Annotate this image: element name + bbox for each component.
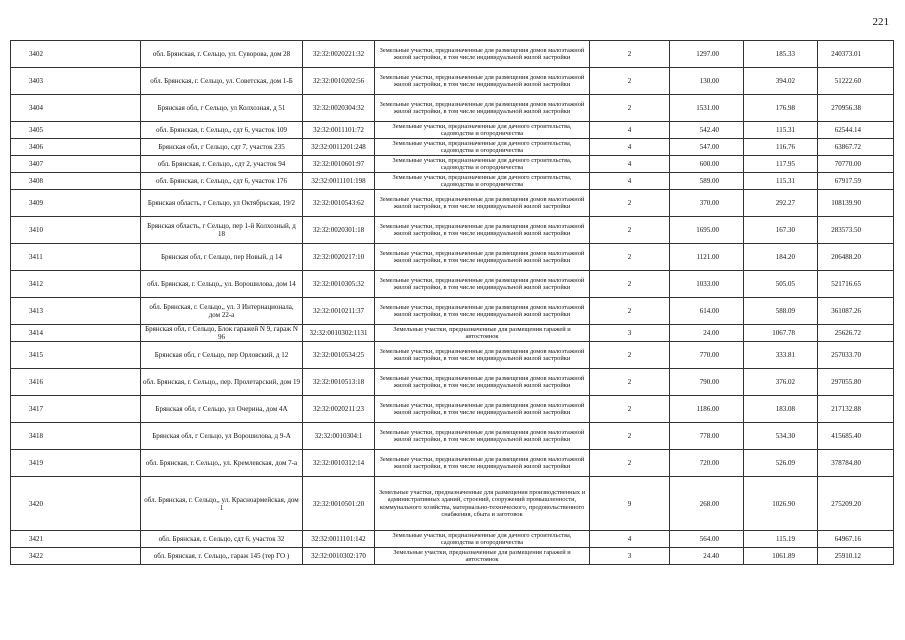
- area-cell: 614.00: [670, 298, 744, 325]
- area-cell: 1186.00: [670, 396, 744, 423]
- area-cell: 547.00: [670, 139, 744, 156]
- area-cell: 589.00: [670, 173, 744, 190]
- cadastral-value-cell: 206488.20: [818, 244, 894, 271]
- group-cell: 2: [590, 423, 670, 450]
- land-use-cell: Земельные участки, предназначенные для размещения домов малоэтажной жилой застройки, в том числе индивидуальной жилой застройки: [375, 369, 590, 396]
- group-cell: 2: [590, 369, 670, 396]
- address-cell: обл. Брянская, г. Сельцо,, пер. Пролетарский, дом 19: [141, 369, 303, 396]
- area-cell: 542.40: [670, 122, 744, 139]
- row-id-cell: 3412: [11, 271, 141, 298]
- area-cell: 24.40: [670, 548, 744, 565]
- unit-price-cell: 176.98: [744, 95, 818, 122]
- group-cell: 2: [590, 244, 670, 271]
- cadastral-number-cell: 32:32:0020301:18: [303, 217, 375, 244]
- page-number: 221: [872, 16, 889, 28]
- land-use-cell: Земельные участки, предназначенные для размещения домов малоэтажной жилой застройки, в том числе индивидуальной жилой застройки: [375, 396, 590, 423]
- group-cell: 3: [590, 548, 670, 565]
- cadastral-number-cell: 32:32:0010513:18: [303, 369, 375, 396]
- table-body: [11, 41, 894, 565]
- unit-price-cell: 117.95: [744, 156, 818, 173]
- row-id-cell: 3416: [11, 369, 141, 396]
- address-cell: Брянская область, г Сельцо, ул Октябрьская, 19/2: [141, 190, 303, 217]
- cadastral-value-cell: 270956.38: [818, 95, 894, 122]
- unit-price-cell: 588.09: [744, 298, 818, 325]
- group-cell: 4: [590, 173, 670, 190]
- unit-price-cell: 183.08: [744, 396, 818, 423]
- land-use-cell: Земельные участки, предназначенные для размещения домов малоэтажной жилой застройки, в том числе индивидуальной жилой застройки: [375, 95, 590, 122]
- cadastral-value-cell: 63867.72: [818, 139, 894, 156]
- cadastral-value-cell: 521716.65: [818, 271, 894, 298]
- cadastral-number-cell: 32:32:0010304:1: [303, 423, 375, 450]
- address-cell: обл. Брянская, г. Сельцо,, ул. Красноармейская, дом 1: [141, 477, 303, 531]
- group-cell: 2: [590, 271, 670, 298]
- land-use-cell: Земельные участки, предназначенные для размещения гаражей и автостоянок: [375, 325, 590, 342]
- cadastral-number-cell: 32:32:0010302:1131: [303, 325, 375, 342]
- cadastral-value-cell: 62544.14: [818, 122, 894, 139]
- land-use-cell: Земельные участки, предназначенные для размещения домов малоэтажной жилой застройки, в том числе индивидуальной жилой застройки: [375, 450, 590, 477]
- area-cell: 770.00: [670, 342, 744, 369]
- group-cell: 4: [590, 139, 670, 156]
- cadastral-number-cell: 32:32:0010601:97: [303, 156, 375, 173]
- cadastral-number-cell: 32:32:0011101:142: [303, 531, 375, 548]
- cadastral-number-cell: 32:32:0010305:32: [303, 271, 375, 298]
- unit-price-cell: 116.76: [744, 139, 818, 156]
- table-row: [11, 95, 894, 122]
- cadastral-value-cell: 275209.20: [818, 477, 894, 531]
- table-row: [11, 244, 894, 271]
- cadastral-number-cell: 32:32:0020304:32: [303, 95, 375, 122]
- unit-price-cell: 1067.78: [744, 325, 818, 342]
- address-cell: обл. Брянская, г. Сельцо, ул. Советская, дом 1-Б: [141, 68, 303, 95]
- cadastral-number-cell: 32:32:0010211:37: [303, 298, 375, 325]
- group-cell: 3: [590, 325, 670, 342]
- cadastral-value-cell: 51222.60: [818, 68, 894, 95]
- cadastral-value-cell: 25626.72: [818, 325, 894, 342]
- table-row: [11, 217, 894, 244]
- address-cell: Брянская область, г Сельцо, пер 1-й Колхозный, д 18: [141, 217, 303, 244]
- area-cell: 790.00: [670, 369, 744, 396]
- land-use-cell: Земельные участки, предназначенные для размещения домов малоэтажной жилой застройки, в том числе индивидуальной жилой застройки: [375, 298, 590, 325]
- unit-price-cell: 526.09: [744, 450, 818, 477]
- cadastral-value-cell: 240373.01: [818, 41, 894, 68]
- cadastral-value-cell: 378784.80: [818, 450, 894, 477]
- land-use-cell: Земельные участки, предназначенные для размещения домов малоэтажной жилой застройки, в том числе индивидуальной жилой застройки: [375, 41, 590, 68]
- table-row: [11, 423, 894, 450]
- land-use-cell: Земельные участки, предназначенные для дачного строительства, садоводства и огородничества: [375, 156, 590, 173]
- cadastral-number-cell: 32:32:0010312:14: [303, 450, 375, 477]
- table-row: [11, 298, 894, 325]
- land-use-cell: Земельные участки, предназначенные для размещения домов малоэтажной жилой застройки, в том числе индивидуальной жилой застройки: [375, 423, 590, 450]
- cadastral-value-cell: 257033.70: [818, 342, 894, 369]
- table-row: [11, 122, 894, 139]
- land-use-cell: Земельные участки, предназначенные для дачного строительства, садоводства и огородничества: [375, 173, 590, 190]
- row-id-cell: 3419: [11, 450, 141, 477]
- area-cell: 130.00: [670, 68, 744, 95]
- table-row: [11, 531, 894, 548]
- land-use-cell: Земельные участки, предназначенные для размещения домов малоэтажной жилой застройки, в том числе индивидуальной жилой застройки: [375, 271, 590, 298]
- unit-price-cell: 505.05: [744, 271, 818, 298]
- cadastral-number-cell: 32:32:0011101:72: [303, 122, 375, 139]
- land-use-cell: Земельные участки, предназначенные для размещения производственных и административных зданий, строений, сооружений промышленности, коммунального хозяйства, материально-технического, продовольственного снабжения, сбыта и заготовок: [375, 477, 590, 531]
- area-cell: 24.00: [670, 325, 744, 342]
- row-id-cell: 3411: [11, 244, 141, 271]
- unit-price-cell: 292.27: [744, 190, 818, 217]
- cadastral-value-cell: 70770.00: [818, 156, 894, 173]
- row-id-cell: 3404: [11, 95, 141, 122]
- address-cell: Брянская обл, г Сельцо, ул Очерина, дом 4А: [141, 396, 303, 423]
- cadastral-value-cell: 25910.12: [818, 548, 894, 565]
- table-row: [11, 396, 894, 423]
- land-use-cell: Земельные участки, предназначенные для дачного строительства, садоводства и огородничества: [375, 139, 590, 156]
- group-cell: 2: [590, 342, 670, 369]
- cadastral-number-cell: 32:32:0011101:198: [303, 173, 375, 190]
- cadastral-value-cell: 64967.16: [818, 531, 894, 548]
- row-id-cell: 3410: [11, 217, 141, 244]
- unit-price-cell: 115.31: [744, 122, 818, 139]
- group-cell: 4: [590, 531, 670, 548]
- cadastral-number-cell: 32:32:0020211:23: [303, 396, 375, 423]
- address-cell: Брянская обл, г Сельцо, ул Ворошилова, д 9-А: [141, 423, 303, 450]
- row-id-cell: 3422: [11, 548, 141, 565]
- table-row: [11, 369, 894, 396]
- table-row: [11, 477, 894, 531]
- area-cell: 370.00: [670, 190, 744, 217]
- unit-price-cell: 115.19: [744, 531, 818, 548]
- land-use-cell: Земельные участки, предназначенные для дачного строительства, садоводства и огородничества: [375, 122, 590, 139]
- area-cell: 778.00: [670, 423, 744, 450]
- row-id-cell: 3418: [11, 423, 141, 450]
- area-cell: 1121.00: [670, 244, 744, 271]
- row-id-cell: 3405: [11, 122, 141, 139]
- group-cell: 2: [590, 298, 670, 325]
- cadastral-number-cell: 32:32:0020221:32: [303, 41, 375, 68]
- land-use-cell: Земельные участки, предназначенные для размещения домов малоэтажной жилой застройки, в том числе индивидуальной жилой застройки: [375, 190, 590, 217]
- address-cell: обл. Брянская, г. Сельцо, ул. Суворова, дом 28: [141, 41, 303, 68]
- unit-price-cell: 185.33: [744, 41, 818, 68]
- cadastral-number-cell: 32:32:0020217:10: [303, 244, 375, 271]
- land-use-cell: Земельные участки, предназначенные для размещения домов малоэтажной жилой застройки, в том числе индивидуальной жилой застройки: [375, 342, 590, 369]
- land-use-cell: Земельные участки, предназначенные для размещения домов малоэтажной жилой застройки, в том числе индивидуальной жилой застройки: [375, 68, 590, 95]
- group-cell: 4: [590, 156, 670, 173]
- land-use-cell: Земельные участки, предназначенные для размещения домов малоэтажной жилой застройки, в том числе индивидуальной жилой застройки: [375, 244, 590, 271]
- land-use-cell: Земельные участки, предназначенные для дачного строительства, садоводства и огородничества: [375, 531, 590, 548]
- address-cell: обл. Брянская, г. Сельцо,, ул. 3 Интернационала, дом 22-а: [141, 298, 303, 325]
- area-cell: 600.00: [670, 156, 744, 173]
- address-cell: обл. Брянская, г. Сельцо,, сдт 6, участок 109: [141, 122, 303, 139]
- row-id-cell: 3407: [11, 156, 141, 173]
- unit-price-cell: 1061.89: [744, 548, 818, 565]
- unit-price-cell: 184.20: [744, 244, 818, 271]
- unit-price-cell: 115.31: [744, 173, 818, 190]
- cadastral-number-cell: 32:32:0010534:25: [303, 342, 375, 369]
- group-cell: 2: [590, 396, 670, 423]
- table-row: [11, 271, 894, 298]
- group-cell: 4: [590, 122, 670, 139]
- area-cell: 1531.00: [670, 95, 744, 122]
- row-id-cell: 3403: [11, 68, 141, 95]
- cadastral-value-cell: 217132.88: [818, 396, 894, 423]
- address-cell: Брянская обл, г Сельцо, сдт 7, участок 235: [141, 139, 303, 156]
- area-cell: 1695.00: [670, 217, 744, 244]
- address-cell: Брянская обл, г Сельцо, пер Новый, д 14: [141, 244, 303, 271]
- table-row: [11, 548, 894, 565]
- table-row: [11, 342, 894, 369]
- land-valuation-table: [10, 40, 894, 565]
- cadastral-value-cell: 108139.90: [818, 190, 894, 217]
- table-row: [11, 173, 894, 190]
- row-id-cell: 3413: [11, 298, 141, 325]
- cadastral-value-cell: 361087.26: [818, 298, 894, 325]
- unit-price-cell: 376.02: [744, 369, 818, 396]
- cadastral-value-cell: 297055.80: [818, 369, 894, 396]
- table-row: [11, 190, 894, 217]
- area-cell: 1297.00: [670, 41, 744, 68]
- row-id-cell: 3415: [11, 342, 141, 369]
- row-id-cell: 3409: [11, 190, 141, 217]
- cadastral-number-cell: 32:32:0010543:62: [303, 190, 375, 217]
- table-row: [11, 139, 894, 156]
- cadastral-value-cell: 283573.50: [818, 217, 894, 244]
- cadastral-number-cell: 32:32:0011201:248: [303, 139, 375, 156]
- row-id-cell: 3421: [11, 531, 141, 548]
- row-id-cell: 3406: [11, 139, 141, 156]
- table-row: [11, 68, 894, 95]
- address-cell: обл. Брянская, г. Сельцо,, ул. Ворошилова, дом 14: [141, 271, 303, 298]
- group-cell: 2: [590, 450, 670, 477]
- land-use-cell: Земельные участки, предназначенные для размещения домов малоэтажной жилой застройки, в том числе индивидуальной жилой застройки: [375, 217, 590, 244]
- unit-price-cell: 534.30: [744, 423, 818, 450]
- address-cell: Брянская обл, г Сельцо, ул Колхозная, д 51: [141, 95, 303, 122]
- row-id-cell: 3408: [11, 173, 141, 190]
- unit-price-cell: 333.81: [744, 342, 818, 369]
- row-id-cell: 3414: [11, 325, 141, 342]
- group-cell: 2: [590, 95, 670, 122]
- area-cell: 1033.00: [670, 271, 744, 298]
- row-id-cell: 3402: [11, 41, 141, 68]
- row-id-cell: 3417: [11, 396, 141, 423]
- address-cell: обл. Брянская, г. Сельцо,, сдт 6, участок 176: [141, 173, 303, 190]
- address-cell: Брянская обл, г Сельцо, Блок гаражей N 9, гараж N 96: [141, 325, 303, 342]
- address-cell: обл. Брянская, г. Сельцо,, гараж 145 (тер ГО ): [141, 548, 303, 565]
- address-cell: обл. Брянская, г. Сельцо, сдт 6, участок 32: [141, 531, 303, 548]
- table-row: [11, 41, 894, 68]
- group-cell: 2: [590, 68, 670, 95]
- group-cell: 2: [590, 190, 670, 217]
- cadastral-value-cell: 415685.40: [818, 423, 894, 450]
- area-cell: 720.00: [670, 450, 744, 477]
- unit-price-cell: 1026.90: [744, 477, 818, 531]
- group-cell: 2: [590, 217, 670, 244]
- area-cell: 268.00: [670, 477, 744, 531]
- address-cell: обл. Брянская, г. Сельцо,, сдт 2, участок 94: [141, 156, 303, 173]
- unit-price-cell: 394.02: [744, 68, 818, 95]
- cadastral-number-cell: 32:32:0010501:20: [303, 477, 375, 531]
- table-row: [11, 325, 894, 342]
- row-id-cell: 3420: [11, 477, 141, 531]
- cadastral-number-cell: 32:32:0010202:56: [303, 68, 375, 95]
- cadastral-value-cell: 67917.59: [818, 173, 894, 190]
- unit-price-cell: 167.30: [744, 217, 818, 244]
- group-cell: 9: [590, 477, 670, 531]
- address-cell: обл. Брянская, г. Сельцо,, ул. Кремлевская, дом 7-а: [141, 450, 303, 477]
- cadastral-number-cell: 32:32:0010302:170: [303, 548, 375, 565]
- table-row: [11, 156, 894, 173]
- group-cell: 2: [590, 41, 670, 68]
- area-cell: 564.00: [670, 531, 744, 548]
- table-row: [11, 450, 894, 477]
- land-use-cell: Земельные участки, предназначенные для размещения гаражей и автостоянок: [375, 548, 590, 565]
- address-cell: Брянская обл, г Сельцо, пер Орловский, д 12: [141, 342, 303, 369]
